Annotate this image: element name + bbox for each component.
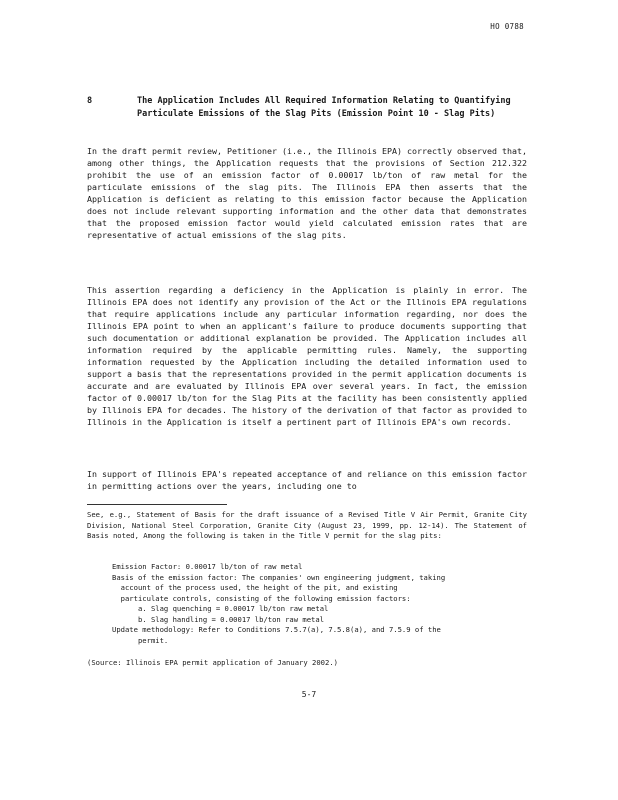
section-title: The Application Includes All Required Information Relating to Quantifying Particulate Emissions of the Slag Pits (Emission Point 10 - Slag Pits) [137, 96, 511, 119]
body-paragraph-3: In support of Illinois EPA's repeated acceptance of and reliance on this emission factor in permitting actions over the years, including one to [87, 469, 527, 491]
section-heading [87, 95, 527, 121]
page-id: HO 0788 [490, 22, 524, 31]
body-paragraph-1: In the draft permit review, Petitioner (i.e., the Illinois EPA) correctly observed that, among other things, the Application requests that the provisions of Section 212.322 prohibit the use of an emission factor of 0.00017 lb/ton of raw metal for the particulate emissions of the slag pits. The Illinois EPA then asserts that the Application is deficient as relating to this emission factor because the Application does not include relevant supporting information and the other data that demonstrates that the proposed emission factor would yield calculated emission rates that are representative of actual emissions of the slag pits. [87, 146, 527, 240]
footnote-divider [87, 504, 227, 505]
body-paragraph-2: This assertion regarding a deficiency in the Application is plainly in error. The Illinois EPA does not identify any provision of the Act or the Illinois EPA regulations that require applications include any particular information regarding, nor does the Illinois EPA point to when an applicant's failure to produce documents supporting that such documentation or additional explanation be provided. The Application includes all information required by the applicable permitting rules. Namely, the supporting information requested by the Application including the detailed information used to support a basis that the representations provided in the permit application documents is accurate and are evaluated by Illinois EPA over several years. In fact, the emission factor of 0.00017 lb/ton for the Slag Pits at the facility has been consistently applied by Illinois EPA for decades. The history of the derivation of that factor as provided to Illinois in the Application is itself a pertinent part of Illinois EPA's own records. [87, 285, 527, 427]
footnote-indented-block: Emission Factor: 0.00017 lb/ton of raw metal Basis of the emission factor: The companies' own engineering judgment, taking account of the process used, the height of the pit, and existing particulate controls, consisting of the following emission factors: a. Slag quenching = 0.00017 lb/ton raw metal b. Slag handling = 0.00017 lb/ton raw metal Update methodology: Refer to Conditions 7.5.7(a), 7.5.8(a), and 7.5.9 of the permit. [112, 562, 446, 645]
section-number: 8 [87, 96, 93, 106]
footnote-text: See, e.g., Statement of Basis for the draft issuance of a Revised Title V Air Permit, Granite City Division, National Steel Corporation, Granite City (August 23, 1999, pp. 12-14). The Statement of Basis noted, Among the following is taken in the Title V permit for the slag pits: [87, 510, 527, 540]
page-number: 5-7 [301, 690, 317, 699]
footnote-closing: (Source: Illinois EPA permit application of January 2002.) [87, 658, 338, 667]
